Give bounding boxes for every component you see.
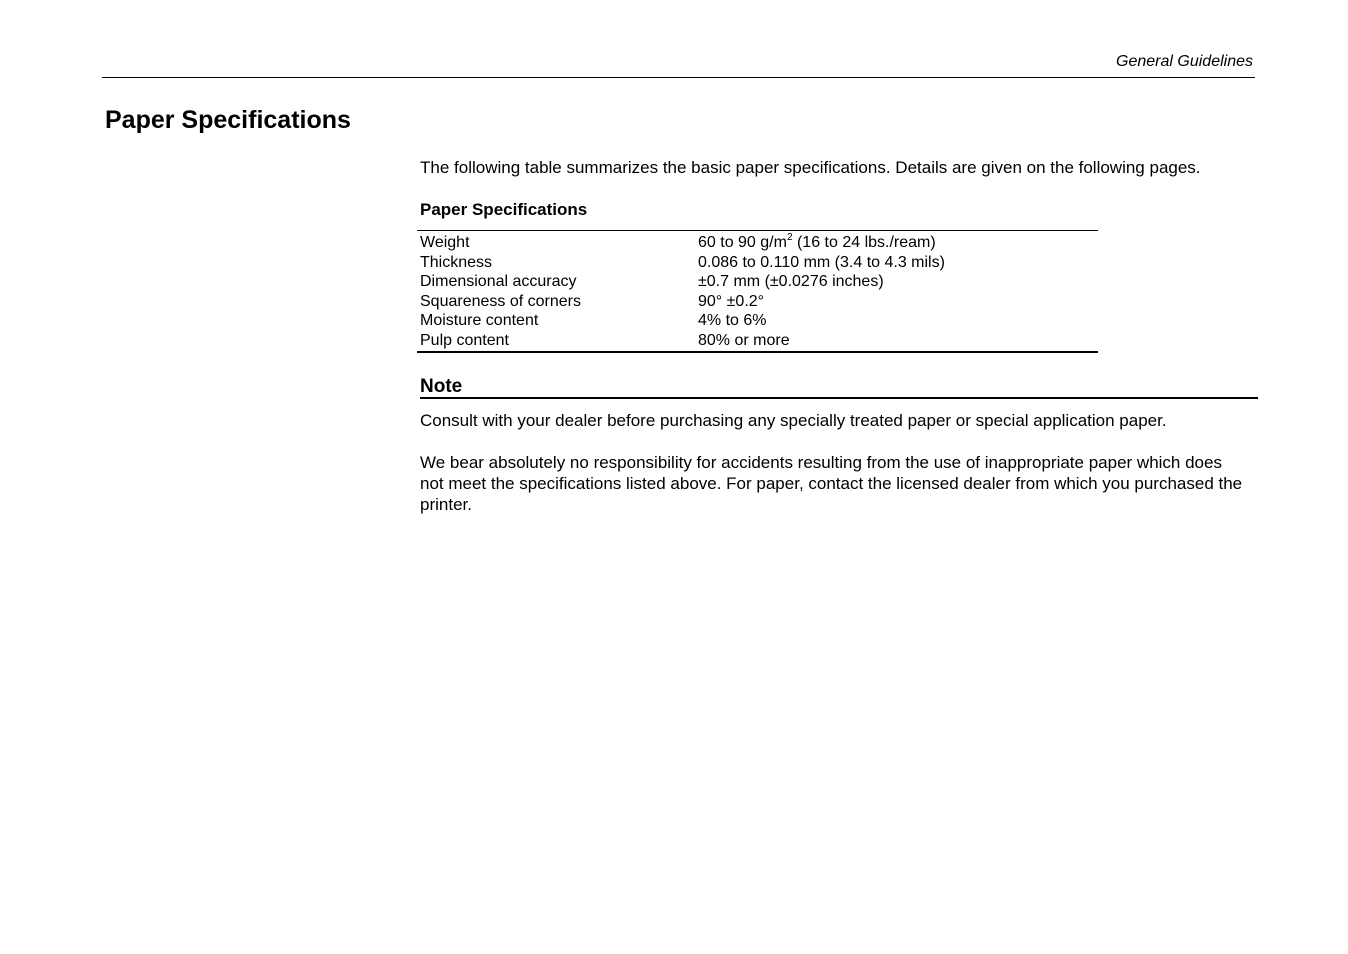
table-row xyxy=(417,292,1098,312)
spec-label: Thickness xyxy=(420,253,493,271)
table-row xyxy=(417,311,1098,331)
table-row xyxy=(417,272,1098,292)
main-content xyxy=(420,157,1258,515)
note-heading xyxy=(420,375,1258,399)
note-heading-label: Note xyxy=(420,375,463,397)
spec-label: Dimensional accuracy xyxy=(420,273,577,291)
spec-table xyxy=(417,230,1098,353)
superscript: 2 xyxy=(786,232,793,243)
spec-value: 90° ±0.2° xyxy=(698,292,765,310)
intro-paragraph: The following table summarizes the basic paper specifications. Details are given on the following pages. xyxy=(420,158,1201,177)
running-header-title: General Guidelines xyxy=(1116,53,1253,70)
spec-label: Squareness of corners xyxy=(420,292,581,310)
spec-value-text: (16 to 24 lbs./ream) xyxy=(792,234,936,251)
table-row xyxy=(417,233,1098,253)
note-paragraph: Consult with your dealer before purchasing any specially treated paper or special application paper. xyxy=(420,410,1167,430)
spec-value: 80% or more xyxy=(698,331,790,349)
spec-value-text: 60 to 90 g/m xyxy=(698,234,787,251)
table-caption: Paper Specifications xyxy=(420,200,588,219)
spec-value: 0.086 to 0.110 mm (3.4 to 4.3 mils) xyxy=(698,253,945,271)
page-title: Paper Specifications xyxy=(105,106,351,134)
spec-value xyxy=(698,233,1098,253)
spec-value: 4% to 6% xyxy=(698,312,767,330)
spec-label: Moisture content xyxy=(420,312,539,330)
running-header xyxy=(102,51,1255,78)
spec-label: Weight xyxy=(420,234,470,251)
table-row xyxy=(417,331,1098,351)
spec-label: Pulp content xyxy=(420,331,509,349)
spec-value: ±0.7 mm (±0.0276 inches) xyxy=(698,273,884,291)
note-paragraph: We bear absolutely no responsibility for accidents resulting from the use of inappropriate paper which does not meet the specifications listed above. For paper, contact the licensed dealer from which you purchased the printer. xyxy=(420,452,1243,514)
table-row xyxy=(417,253,1098,273)
